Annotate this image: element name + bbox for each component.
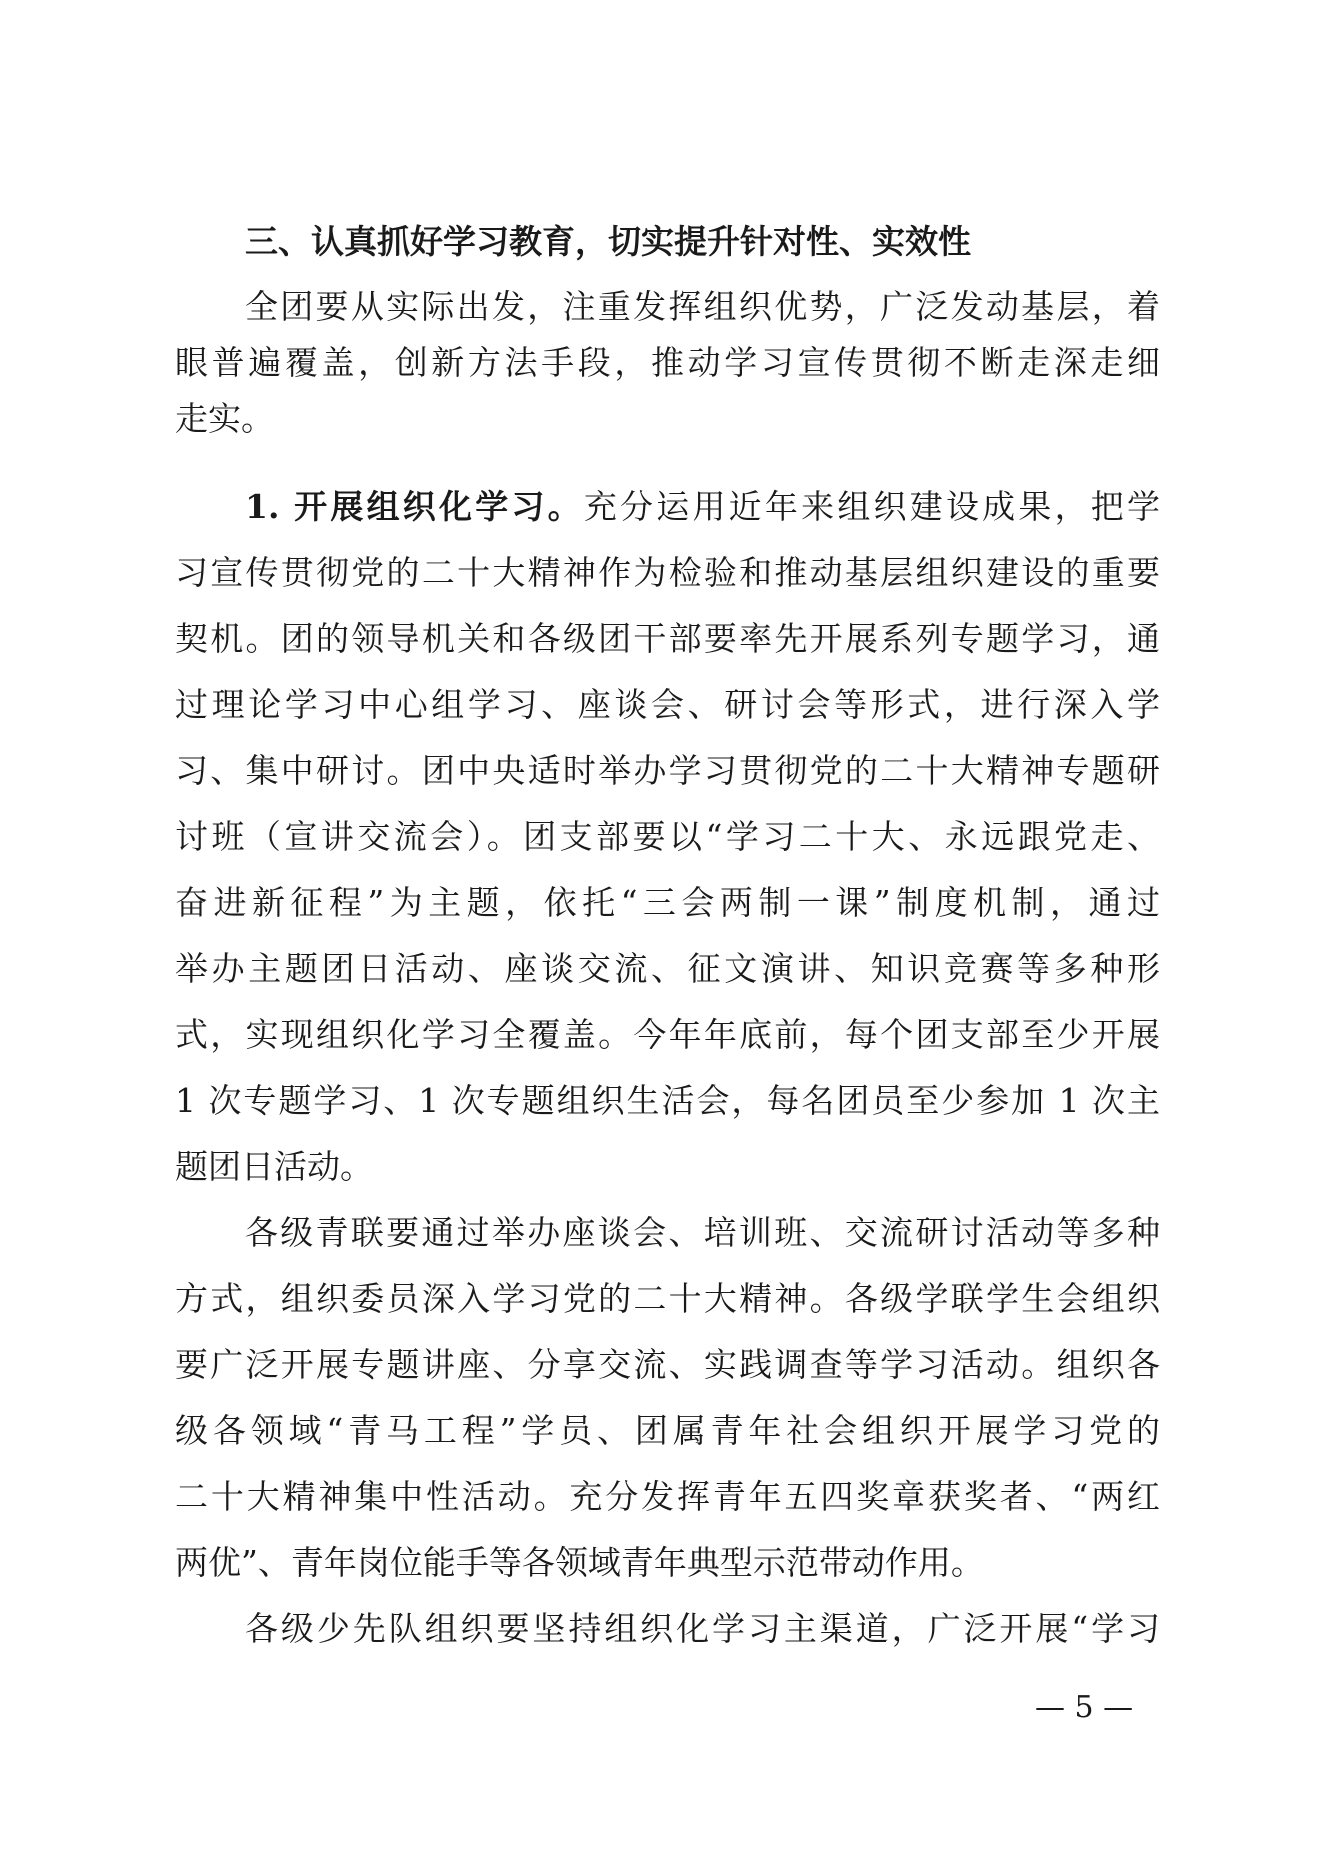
paragraph-line: 方式，组织委员深入学习党的二十大精神。各级学联学生会组织 — [175, 1279, 1160, 1318]
paragraph-line — [245, 485, 1160, 529]
paragraph-line: 契机。团的领导机关和各级团干部要率先开展系列专题学习，通 — [175, 619, 1160, 658]
paragraph-line: 奋进新征程”为主题，依托“三会两制一课”制度机制，通过 — [175, 883, 1160, 922]
paragraph-line: 过理论学习中心组学习、座谈会、研讨会等形式，进行深入学 — [175, 685, 1160, 724]
section-heading: 三、认真抓好学习教育，切实提升针对性、实效性 — [245, 222, 971, 261]
paragraph-line: 级各领域“青马工程”学员、团属青年社会组织开展学习党的 — [175, 1411, 1160, 1450]
item-title: 1. 开展组织化学习。 — [245, 487, 584, 526]
paragraph-line: 讨班（宣讲交流会）。团支部要以“学习二十大、永远跟党走、 — [175, 817, 1160, 856]
paragraph-line: 两优”、青年岗位能手等各领域青年典型示范带动作用。 — [175, 1543, 984, 1582]
paragraph-line: 1 次专题学习、1 次专题组织生活会，每名团员至少参加 1 次主 — [175, 1081, 1160, 1120]
paragraph-line: 各级青联要通过举办座谈会、培训班、交流研讨活动等多种 — [245, 1213, 1160, 1252]
paragraph-line: 走实。 — [175, 399, 274, 438]
paragraph-line: 题团日活动。 — [175, 1147, 373, 1186]
paragraph-line: 习宣传贯彻党的二十大精神作为检验和推动基层组织建设的重要 — [175, 553, 1160, 592]
paragraph-line: 全团要从实际出发，注重发挥组织优势，广泛发动基层，着 — [245, 287, 1160, 326]
paragraph-line: 二十大精神集中性活动。充分发挥青年五四奖章获奖者、“两红 — [175, 1477, 1160, 1516]
paragraph-line: 各级少先队组织要坚持组织化学习主渠道，广泛开展“学习 — [245, 1609, 1160, 1648]
item-text: 充分运用近年来组织建设成果，把学 — [583, 487, 1160, 526]
paragraph-line: 要广泛开展专题讲座、分享交流、实践调查等学习活动。组织各 — [175, 1345, 1160, 1384]
paragraph-line: 式，实现组织化学习全覆盖。今年年底前，每个团支部至少开展 — [175, 1015, 1160, 1054]
paragraph-line: 眼普遍覆盖，创新方法手段，推动学习宣传贯彻不断走深走细 — [175, 343, 1160, 382]
paragraph-line: 习、集中研讨。团中央适时举办学习贯彻党的二十大精神专题研 — [175, 751, 1160, 790]
page-number: — 5 — — [1035, 1690, 1134, 1725]
paragraph-line: 举办主题团日活动、座谈交流、征文演讲、知识竞赛等多种形 — [175, 949, 1160, 988]
